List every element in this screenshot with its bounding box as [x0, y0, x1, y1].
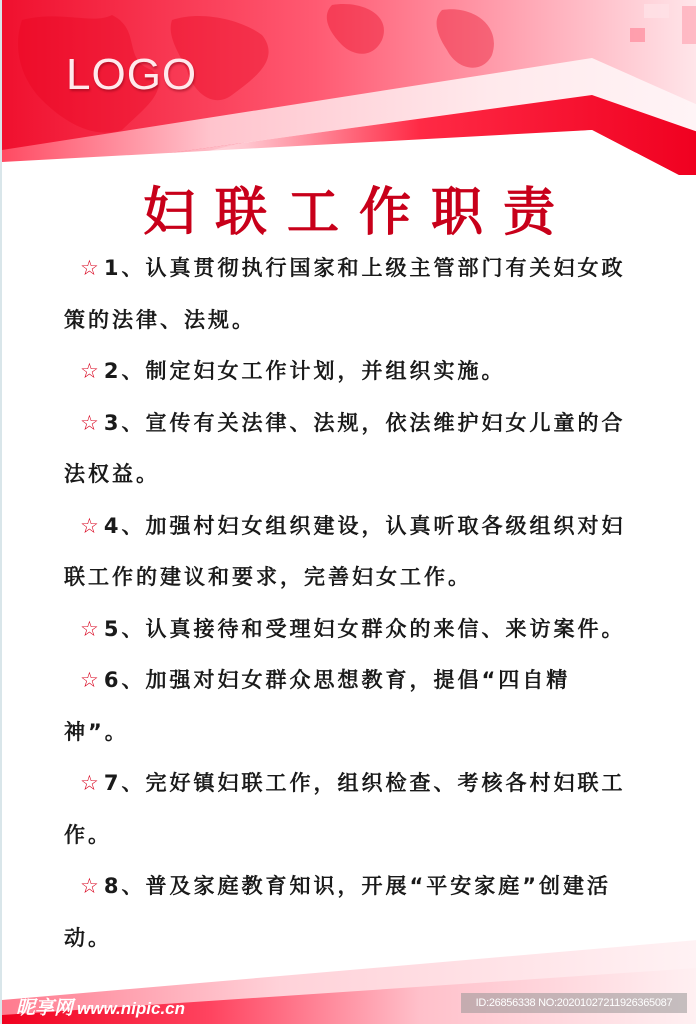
item-text: 6、加强对妇女群众思想教育，提倡“四自精 — [103, 668, 571, 692]
brand-name: 昵享网 — [16, 997, 74, 1019]
page-title: 妇联工作职责 — [142, 183, 575, 243]
star-icon: ☆ — [80, 256, 102, 280]
list-item — [64, 758, 674, 861]
item-text: 7、完好镇妇联工作，组织检查、考核各村妇联工 — [103, 771, 626, 795]
list-item — [64, 398, 674, 501]
item-text-continued: 联工作的建议和要求，完善妇女工作。 — [64, 565, 472, 589]
list-item — [64, 604, 674, 656]
brand-url[interactable]: www.nipic.cn — [77, 999, 186, 1018]
star-icon: ☆ — [80, 513, 102, 538]
star-icon: ☆ — [80, 874, 102, 898]
duty-list — [64, 243, 674, 964]
list-item — [64, 655, 674, 758]
item-text: 3、宣传有关法律、法规，依法维护妇女儿童的合 — [103, 410, 626, 435]
item-text: 4、加强村妇女组织建设，认真听取各级组织对妇 — [103, 513, 626, 538]
star-icon: ☆ — [80, 771, 102, 795]
item-text: 5、认真接待和受理妇女群众的来信、来访案件。 — [103, 616, 626, 641]
star-icon: ☆ — [80, 359, 102, 383]
item-text: 8、普及家庭教育知识，开展“平安家庭”创建活 — [103, 874, 612, 898]
star-icon: ☆ — [80, 410, 102, 435]
item-text-continued: 神”。 — [64, 719, 129, 744]
image-id-label: ID:26856338 NO:20201027211926365087 — [461, 993, 687, 1013]
list-item — [64, 346, 674, 398]
item-text-continued: 策的法律、法规。 — [64, 307, 256, 332]
list-item — [64, 243, 674, 346]
item-text: 2、制定妇女工作计划，并组织实施。 — [103, 359, 506, 383]
item-text: 1、认真贯彻执行国家和上级主管部门有关妇女政 — [103, 256, 626, 280]
item-text-continued: 动。 — [64, 925, 112, 950]
watermark-brand[interactable] — [16, 993, 185, 1020]
star-icon: ☆ — [80, 668, 102, 692]
item-text-continued: 作。 — [64, 822, 112, 847]
list-item — [64, 501, 674, 604]
item-text-continued: 法权益。 — [64, 462, 160, 486]
logo[interactable]: LOGO — [66, 50, 198, 99]
star-icon: ☆ — [80, 616, 102, 641]
